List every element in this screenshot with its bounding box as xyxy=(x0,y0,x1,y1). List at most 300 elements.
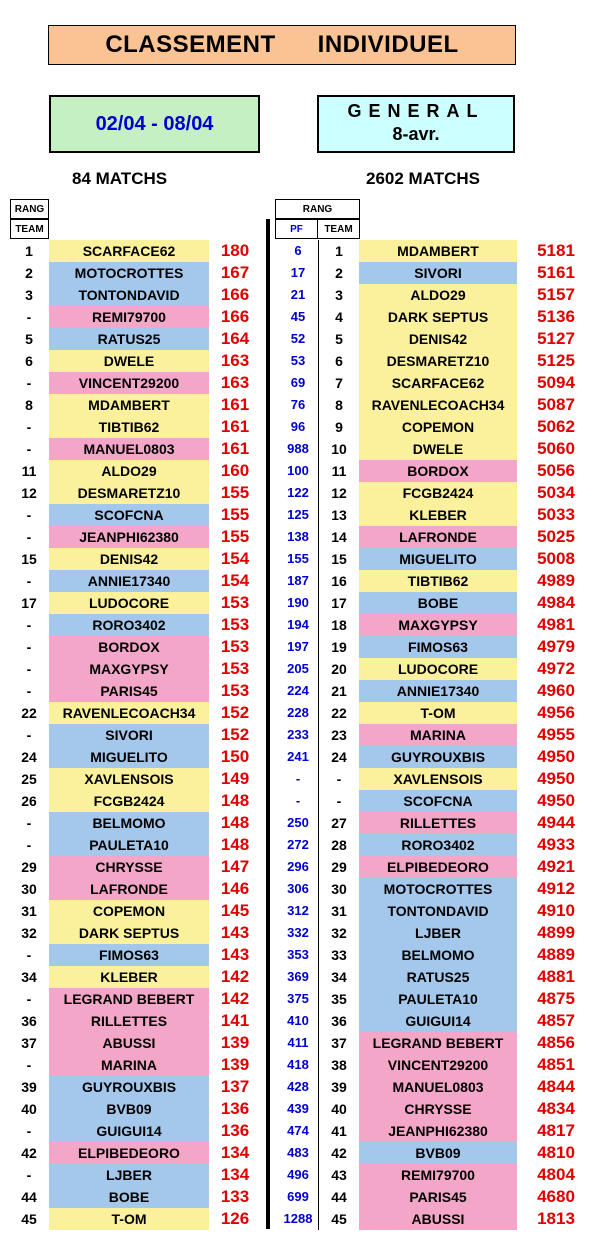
weekly-points: 180 xyxy=(220,241,250,260)
weekly-points: 166 xyxy=(220,307,250,326)
general-points: 4933 xyxy=(537,835,575,854)
weekly-points: 139 xyxy=(220,1033,250,1052)
general-previous-rank: 96 xyxy=(277,416,319,438)
general-rank: 13 xyxy=(331,507,347,523)
general-previous-rank: 241 xyxy=(277,746,319,768)
general-points: 4950 xyxy=(537,747,575,766)
title-word-1: CLASSEMENT xyxy=(105,31,276,58)
table-row xyxy=(0,504,609,526)
weekly-rank: - xyxy=(26,1123,32,1139)
weekly-player-name: ALDO29 xyxy=(49,460,209,482)
general-points: 4680 xyxy=(537,1187,575,1206)
weekly-rank: 25 xyxy=(21,771,37,787)
general-previous-rank: 411 xyxy=(277,1032,319,1054)
weekly-rank: - xyxy=(26,419,32,435)
table-row xyxy=(0,658,609,680)
weekly-rank: 8 xyxy=(25,397,33,413)
general-player-name: RAVENLECOACH34 xyxy=(359,394,517,416)
general-previous-rank: 100 xyxy=(277,460,319,482)
table-row xyxy=(0,416,609,438)
weekly-player-name: GUIGUI14 xyxy=(49,1120,209,1142)
general-rank: 10 xyxy=(331,441,347,457)
weekly-points: 145 xyxy=(220,901,250,920)
weekly-player-name: TIBTIB62 xyxy=(49,416,209,438)
weekly-player-name: CHRYSSE xyxy=(49,856,209,878)
general-previous-rank: 53 xyxy=(277,350,319,372)
table-row xyxy=(0,988,609,1010)
general-player-name: T-OM xyxy=(359,702,517,724)
general-rank: 15 xyxy=(331,551,347,567)
table-row xyxy=(0,680,609,702)
table-row xyxy=(0,592,609,614)
weekly-rank: 42 xyxy=(21,1145,37,1161)
general-rank: 32 xyxy=(331,925,347,941)
general-previous-rank: 296 xyxy=(277,856,319,878)
general-rank: 41 xyxy=(331,1123,347,1139)
weekly-player-name: MOTOCROTTES xyxy=(49,262,209,284)
weekly-player-name: FIMOS63 xyxy=(49,944,209,966)
general-player-name: VINCENT29200 xyxy=(359,1054,517,1076)
weekly-rank: 39 xyxy=(21,1079,37,1095)
weekly-player-name: LAFRONDE xyxy=(49,878,209,900)
weekly-player-name: BOBE xyxy=(49,1186,209,1208)
general-rank: 43 xyxy=(331,1167,347,1183)
table-row xyxy=(0,548,609,570)
general-points: 4921 xyxy=(537,857,575,876)
weekly-rank: - xyxy=(26,617,32,633)
table-row xyxy=(0,966,609,988)
table-row xyxy=(0,1186,609,1208)
table-row xyxy=(0,460,609,482)
weekly-points: 142 xyxy=(220,967,250,986)
weekly-player-name: TONTONDAVID xyxy=(49,284,209,306)
weekly-rank: 34 xyxy=(21,969,37,985)
general-points: 5181 xyxy=(537,241,575,260)
general-rank: 33 xyxy=(331,947,347,963)
general-points: 5127 xyxy=(537,329,575,348)
general-previous-rank: 699 xyxy=(277,1186,319,1208)
general-previous-rank: 369 xyxy=(277,966,319,988)
general-points: 5125 xyxy=(537,351,575,370)
weekly-points: 155 xyxy=(220,505,250,524)
weekly-player-name: SCARFACE62 xyxy=(49,240,209,262)
general-rank: 1 xyxy=(335,243,343,259)
general-rank: 44 xyxy=(331,1189,347,1205)
general-box xyxy=(317,95,515,153)
general-rank: 12 xyxy=(331,485,347,501)
table-row xyxy=(0,438,609,460)
general-rank: 6 xyxy=(335,353,343,369)
general-previous-rank: 483 xyxy=(277,1142,319,1164)
weekly-rank: - xyxy=(26,1057,32,1073)
general-label: GENERAL xyxy=(347,101,485,121)
general-points: 4851 xyxy=(537,1055,575,1074)
weekly-rank: 45 xyxy=(21,1211,37,1227)
general-player-name: ABUSSI xyxy=(359,1208,517,1230)
weekly-points: 153 xyxy=(220,615,250,634)
weekly-player-name: MIGUELITO xyxy=(49,746,209,768)
weekly-rank: 12 xyxy=(21,485,37,501)
weekly-rank: - xyxy=(26,683,32,699)
weekly-points: 126 xyxy=(220,1209,250,1228)
weekly-player-name: MAXGYPSY xyxy=(49,658,209,680)
table-row xyxy=(0,350,609,372)
general-points: 4875 xyxy=(537,989,575,1008)
general-points: 4960 xyxy=(537,681,575,700)
weekly-points: 152 xyxy=(220,725,250,744)
weekly-points: 148 xyxy=(220,791,250,810)
general-points: 4950 xyxy=(537,791,575,810)
weekly-points: 150 xyxy=(220,747,250,766)
general-team-header: TEAM xyxy=(317,219,360,239)
weekly-rank: - xyxy=(26,441,32,457)
weekly-player-name: MARINA xyxy=(49,1054,209,1076)
weekly-player-name: ANNIE17340 xyxy=(49,570,209,592)
general-rank: 17 xyxy=(331,595,347,611)
weekly-points: 134 xyxy=(220,1165,250,1184)
weekly-player-name: ABUSSI xyxy=(49,1032,209,1054)
weekly-player-name: PAULETA10 xyxy=(49,834,209,856)
general-points: 4881 xyxy=(537,967,575,986)
general-player-name: BORDOX xyxy=(359,460,517,482)
general-player-name: CHRYSSE xyxy=(359,1098,517,1120)
general-rank: - xyxy=(336,771,342,787)
table-row xyxy=(0,724,609,746)
general-rank: 30 xyxy=(331,881,347,897)
general-player-name: FIMOS63 xyxy=(359,636,517,658)
weekly-player-name: RAVENLECOACH34 xyxy=(49,702,209,724)
general-previous-rank: 428 xyxy=(277,1076,319,1098)
general-rank: 38 xyxy=(331,1057,347,1073)
table-row xyxy=(0,768,609,790)
general-rank: 23 xyxy=(331,727,347,743)
general-rank: 4 xyxy=(335,309,343,325)
weekly-player-name: KLEBER xyxy=(49,966,209,988)
general-rank: 34 xyxy=(331,969,347,985)
weekly-player-name: DWELE xyxy=(49,350,209,372)
general-player-name: ALDO29 xyxy=(359,284,517,306)
table-row xyxy=(0,746,609,768)
weekly-player-name: ELPIBEDEORO xyxy=(49,1142,209,1164)
general-points: 5056 xyxy=(537,461,575,480)
general-previous-rank: 122 xyxy=(277,482,319,504)
general-points: 4910 xyxy=(537,901,575,920)
general-rank: 39 xyxy=(331,1079,347,1095)
general-player-name: TONTONDAVID xyxy=(359,900,517,922)
general-previous-rank: 306 xyxy=(277,878,319,900)
general-previous-rank: 76 xyxy=(277,394,319,416)
general-points: 4989 xyxy=(537,571,575,590)
general-rank: 14 xyxy=(331,529,347,545)
general-player-name: DENIS42 xyxy=(359,328,517,350)
weekly-points: 155 xyxy=(220,527,250,546)
table-row xyxy=(0,856,609,878)
week-range-label: 02/04 - 08/04 xyxy=(95,112,214,135)
weekly-points: 146 xyxy=(220,879,250,898)
table-row xyxy=(0,614,609,636)
weekly-player-name: RATUS25 xyxy=(49,328,209,350)
weekly-player-name: RORO3402 xyxy=(49,614,209,636)
general-player-name: JEANPHI62380 xyxy=(359,1120,517,1142)
general-rank: 21 xyxy=(331,683,347,699)
weekly-player-name: BORDOX xyxy=(49,636,209,658)
weekly-rank: 1 xyxy=(25,243,33,259)
weekly-points: 163 xyxy=(220,373,250,392)
general-previous-rank: 155 xyxy=(277,548,319,570)
weekly-rank: 36 xyxy=(21,1013,37,1029)
general-previous-rank: 187 xyxy=(277,570,319,592)
weekly-rank: - xyxy=(26,661,32,677)
general-previous-rank: 138 xyxy=(277,526,319,548)
general-points: 4944 xyxy=(537,813,575,832)
general-previous-rank: 21 xyxy=(277,284,319,306)
general-previous-rank: 353 xyxy=(277,944,319,966)
general-points: 4844 xyxy=(537,1077,575,1096)
general-player-name: PARIS45 xyxy=(359,1186,517,1208)
general-rank: 5 xyxy=(335,331,343,347)
weekly-rank: 6 xyxy=(25,353,33,369)
table-row xyxy=(0,372,609,394)
table-row xyxy=(0,240,609,262)
general-points: 4810 xyxy=(537,1143,575,1162)
general-player-name: BOBE xyxy=(359,592,517,614)
table-row xyxy=(0,878,609,900)
weekly-rank: 5 xyxy=(25,331,33,347)
weekly-points: 136 xyxy=(220,1099,250,1118)
weekly-rank: 40 xyxy=(21,1101,37,1117)
general-player-name: KLEBER xyxy=(359,504,517,526)
general-player-name: DARK SEPTUS xyxy=(359,306,517,328)
table-row xyxy=(0,922,609,944)
table-row xyxy=(0,790,609,812)
general-previous-rank: 474 xyxy=(277,1120,319,1142)
weekly-points: 154 xyxy=(220,549,250,568)
weekly-rank: - xyxy=(26,727,32,743)
table-row xyxy=(0,1142,609,1164)
table-row xyxy=(0,328,609,350)
weekly-rank: 26 xyxy=(21,793,37,809)
general-points: 5094 xyxy=(537,373,575,392)
general-player-name: LUDOCORE xyxy=(359,658,517,680)
weekly-points: 136 xyxy=(220,1121,250,1140)
general-rank: 2 xyxy=(335,265,343,281)
general-pf-header: PF xyxy=(275,219,318,239)
weekly-points: 137 xyxy=(220,1077,250,1096)
general-points: 4981 xyxy=(537,615,575,634)
weekly-rank: - xyxy=(26,529,32,545)
table-row xyxy=(0,262,609,284)
weekly-player-name: BELMOMO xyxy=(49,812,209,834)
weekly-rank: 22 xyxy=(21,705,37,721)
weekly-player-name: BVB09 xyxy=(49,1098,209,1120)
general-player-name: SCARFACE62 xyxy=(359,372,517,394)
weekly-points: 167 xyxy=(220,263,250,282)
weekly-points: 160 xyxy=(220,461,250,480)
weekly-player-name: COPEMON xyxy=(49,900,209,922)
weekly-rank: 29 xyxy=(21,859,37,875)
general-player-name: SCOFCNA xyxy=(359,790,517,812)
table-row xyxy=(0,482,609,504)
weekly-points: 161 xyxy=(220,439,250,458)
general-points: 4857 xyxy=(537,1011,575,1030)
table-row xyxy=(0,1010,609,1032)
weekly-rank: 15 xyxy=(21,551,37,567)
weekly-points: 134 xyxy=(220,1143,250,1162)
general-points: 4955 xyxy=(537,725,575,744)
general-previous-rank: 988 xyxy=(277,438,319,460)
weekly-rank: - xyxy=(26,815,32,831)
table-row xyxy=(0,394,609,416)
weekly-rank: - xyxy=(26,573,32,589)
general-match-count: 2602 MATCHS xyxy=(366,169,480,188)
general-rank: 16 xyxy=(331,573,347,589)
weekly-player-name: RILLETTES xyxy=(49,1010,209,1032)
general-previous-rank: 332 xyxy=(277,922,319,944)
weekly-rank: 24 xyxy=(21,749,37,765)
general-points: 5157 xyxy=(537,285,575,304)
weekly-player-name: XAVLENSOIS xyxy=(49,768,209,790)
general-player-name: PAULETA10 xyxy=(359,988,517,1010)
general-previous-rank: 312 xyxy=(277,900,319,922)
weekly-points: 153 xyxy=(220,659,250,678)
weekly-player-name: LJBER xyxy=(49,1164,209,1186)
general-rank: 18 xyxy=(331,617,347,633)
general-points: 4899 xyxy=(537,923,575,942)
general-player-name: LJBER xyxy=(359,922,517,944)
general-previous-rank: 17 xyxy=(277,262,319,284)
weekly-rank: - xyxy=(26,1167,32,1183)
table-row xyxy=(0,900,609,922)
table-row xyxy=(0,306,609,328)
general-player-name: GUIGUI14 xyxy=(359,1010,517,1032)
general-rank: 29 xyxy=(331,859,347,875)
general-previous-rank: 45 xyxy=(277,306,319,328)
general-player-name: XAVLENSOIS xyxy=(359,768,517,790)
general-previous-rank: 1288 xyxy=(277,1208,319,1230)
general-points: 4979 xyxy=(537,637,575,656)
weekly-rank: 32 xyxy=(21,925,37,941)
general-player-name: SIVORI xyxy=(359,262,517,284)
general-previous-rank: 190 xyxy=(277,592,319,614)
general-rank: 22 xyxy=(331,705,347,721)
weekly-player-name: VINCENT29200 xyxy=(49,372,209,394)
general-rank: 20 xyxy=(331,661,347,677)
weekly-points: 142 xyxy=(220,989,250,1008)
weekly-player-name: SIVORI xyxy=(49,724,209,746)
weekly-player-name: DENIS42 xyxy=(49,548,209,570)
general-previous-rank: 375 xyxy=(277,988,319,1010)
weekly-points: 153 xyxy=(220,637,250,656)
weekly-rank: - xyxy=(26,991,32,1007)
general-rang-header: RANG xyxy=(275,199,360,219)
general-rank: 45 xyxy=(331,1211,347,1227)
general-points: 1813 xyxy=(537,1209,575,1228)
general-player-name: RORO3402 xyxy=(359,834,517,856)
general-player-name: GUYROUXBIS xyxy=(359,746,517,768)
general-player-name: MDAMBERT xyxy=(359,240,517,262)
general-points: 5136 xyxy=(537,307,575,326)
table-row xyxy=(0,1098,609,1120)
general-previous-rank: 52 xyxy=(277,328,319,350)
general-points: 4972 xyxy=(537,659,575,678)
general-previous-rank: 197 xyxy=(277,636,319,658)
general-player-name: MARINA xyxy=(359,724,517,746)
weekly-rank: 2 xyxy=(25,265,33,281)
general-points: 4956 xyxy=(537,703,575,722)
general-previous-rank: 496 xyxy=(277,1164,319,1186)
weekly-points: 152 xyxy=(220,703,250,722)
general-player-name: ANNIE17340 xyxy=(359,680,517,702)
general-previous-rank: 6 xyxy=(277,240,319,262)
general-points: 5025 xyxy=(537,527,575,546)
general-previous-rank: 224 xyxy=(277,680,319,702)
general-previous-rank: 228 xyxy=(277,702,319,724)
weekly-points: 153 xyxy=(220,593,250,612)
general-rank: 37 xyxy=(331,1035,347,1051)
weekly-team-header: TEAM xyxy=(10,219,49,239)
general-player-name: MIGUELITO xyxy=(359,548,517,570)
general-previous-rank: - xyxy=(277,790,319,812)
general-points: 4817 xyxy=(537,1121,575,1140)
weekly-player-name: LUDOCORE xyxy=(49,592,209,614)
weekly-rank: 37 xyxy=(21,1035,37,1051)
general-previous-rank: - xyxy=(277,768,319,790)
general-points: 5087 xyxy=(537,395,575,414)
table-row xyxy=(0,1054,609,1076)
weekly-rang-header: RANG xyxy=(10,199,49,219)
weekly-points: 148 xyxy=(220,813,250,832)
weekly-player-name: DARK SEPTUS xyxy=(49,922,209,944)
general-player-name: FCGB2424 xyxy=(359,482,517,504)
general-player-name: BVB09 xyxy=(359,1142,517,1164)
weekly-points: 155 xyxy=(220,483,250,502)
weekly-player-name: REMI79700 xyxy=(49,306,209,328)
general-previous-rank: 439 xyxy=(277,1098,319,1120)
weekly-points: 161 xyxy=(220,417,250,436)
weekly-points: 164 xyxy=(220,329,250,348)
general-player-name: MOTOCROTTES xyxy=(359,878,517,900)
table-row xyxy=(0,812,609,834)
table-row xyxy=(0,1032,609,1054)
table-row xyxy=(0,834,609,856)
general-rank: 40 xyxy=(331,1101,347,1117)
weekly-rank: - xyxy=(26,375,32,391)
page-title xyxy=(48,25,516,65)
table-row xyxy=(0,702,609,724)
weekly-points: 143 xyxy=(220,945,250,964)
ranking-table xyxy=(0,240,609,1230)
general-previous-rank: 272 xyxy=(277,834,319,856)
general-player-name: ELPIBEDEORO xyxy=(359,856,517,878)
general-points: 5008 xyxy=(537,549,575,568)
general-player-name: LAFRONDE xyxy=(359,526,517,548)
general-points: 4984 xyxy=(537,593,575,612)
weekly-rank: 31 xyxy=(21,903,37,919)
general-rank: 28 xyxy=(331,837,347,853)
weekly-rank: 11 xyxy=(21,463,37,479)
general-points: 5034 xyxy=(537,483,575,502)
weekly-player-name: T-OM xyxy=(49,1208,209,1230)
general-rank: 35 xyxy=(331,991,347,1007)
weekly-rank: 3 xyxy=(25,287,33,303)
general-previous-rank: 410 xyxy=(277,1010,319,1032)
general-rank: - xyxy=(336,793,342,809)
week-range-box xyxy=(49,95,260,153)
general-rank: 3 xyxy=(335,287,343,303)
general-rank: 11 xyxy=(331,463,347,479)
weekly-player-name: MDAMBERT xyxy=(49,394,209,416)
weekly-rank: 17 xyxy=(21,595,37,611)
